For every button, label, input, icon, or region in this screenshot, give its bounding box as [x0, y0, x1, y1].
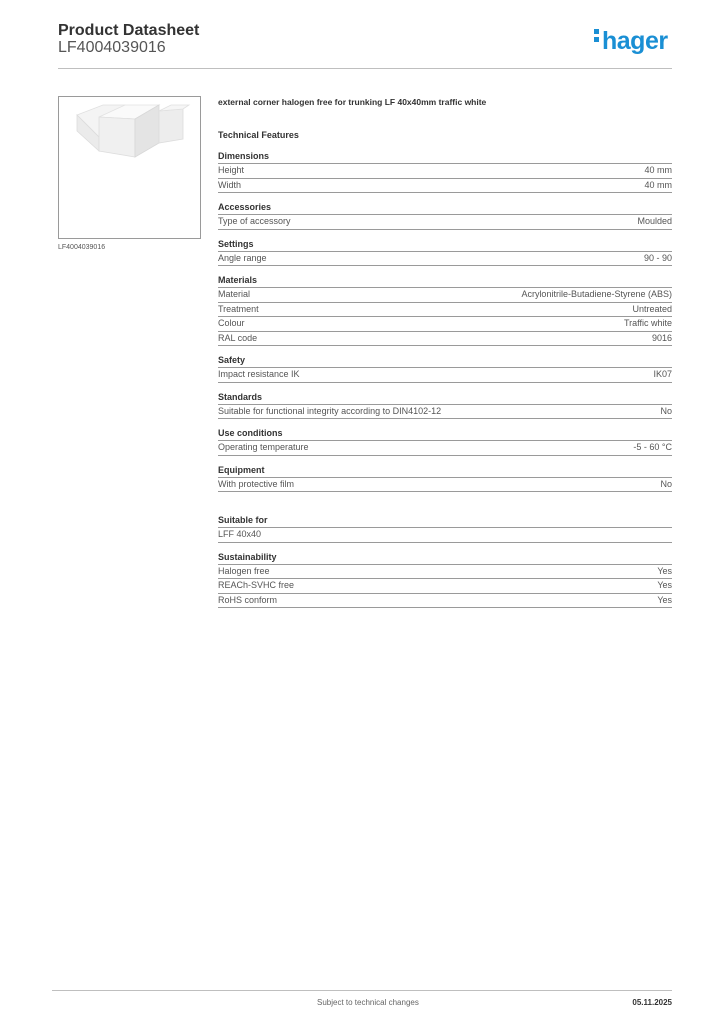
logo-dots-icon — [594, 29, 600, 45]
section-use-conditions — [218, 427, 672, 456]
brand-logo — [594, 27, 668, 56]
spec-row — [218, 441, 672, 456]
section-suitable-for — [218, 514, 672, 543]
spec-row — [218, 579, 672, 594]
section-title: Suitable for — [218, 514, 672, 528]
section-title: Use conditions — [218, 427, 672, 441]
spec-label: Material — [218, 289, 251, 299]
brand-name: hager — [602, 27, 668, 55]
footer-divider — [52, 990, 672, 991]
image-caption: LF4004039016 — [58, 244, 106, 251]
header-divider — [58, 68, 672, 69]
spec-row — [218, 179, 672, 194]
spec-label: With protective film — [218, 478, 295, 489]
spec-label: Treatment — [218, 303, 259, 314]
spec-label: Width — [218, 179, 242, 190]
section-title: Materials — [218, 274, 672, 288]
spec-row — [218, 528, 672, 543]
spec-label: RoHS conform — [218, 594, 278, 605]
spec-label: Halogen free — [218, 565, 270, 576]
spec-label: Height — [218, 165, 245, 175]
spec-value: Yes — [657, 580, 672, 590]
spec-row — [218, 594, 672, 609]
spec-value: Yes — [657, 565, 672, 576]
spec-label: RAL code — [218, 332, 258, 343]
section-title: Standards — [218, 391, 672, 405]
spec-row — [218, 215, 672, 230]
spec-value: Untreated — [632, 303, 672, 314]
spec-value: No — [660, 478, 672, 489]
spec-value: 90 - 90 — [643, 252, 672, 263]
footer-note: Subject to technical changes — [317, 998, 419, 1007]
corner-piece-illustration — [59, 97, 200, 238]
section-title: Equipment — [218, 464, 672, 478]
section-title: Accessories — [218, 201, 672, 215]
spacer — [218, 500, 672, 514]
page-title: Product Datasheet — [58, 22, 200, 39]
spec-row — [218, 332, 672, 347]
spec-label: REACh-SVHC free — [218, 580, 295, 590]
spec-label: Type of accessory — [218, 216, 291, 226]
spec-value: 9016 — [651, 332, 672, 343]
section-title: Dimensions — [218, 150, 672, 164]
spec-value: IK07 — [653, 369, 672, 379]
spec-row — [218, 164, 672, 179]
spec-value: Moulded — [637, 216, 672, 226]
spec-label: Colour — [218, 318, 245, 328]
section-settings — [218, 238, 672, 267]
spec-row — [218, 565, 672, 580]
spec-row — [218, 478, 672, 493]
section-materials — [218, 274, 672, 346]
spec-row — [218, 317, 672, 332]
section-title: Safety — [218, 354, 672, 368]
section-sustainability — [218, 551, 672, 609]
spec-row — [218, 368, 672, 383]
section-dimensions — [218, 150, 672, 193]
datasheet-content — [218, 96, 672, 616]
spec-value: -5 - 60 °C — [633, 442, 672, 452]
section-equipment — [218, 464, 672, 493]
section-title: Settings — [218, 238, 672, 252]
spec-value: Acrylonitrile-Butadiene-Styrene (ABS) — [521, 289, 672, 299]
features-heading: Technical Features — [218, 130, 299, 140]
spec-value: 40 mm — [644, 165, 672, 175]
spec-row — [218, 288, 672, 303]
section-title: Sustainability — [218, 551, 672, 565]
section-safety — [218, 354, 672, 383]
spec-row — [218, 252, 672, 267]
product-description: external corner halogen free for trunking LF 40x40mm traffic white — [218, 97, 487, 107]
spec-label: LFF 40x40 — [218, 529, 262, 539]
spec-row — [218, 405, 672, 420]
spec-value: Yes — [657, 594, 672, 605]
spec-value: No — [660, 405, 672, 416]
product-image — [58, 96, 201, 239]
spec-row — [218, 303, 672, 318]
spec-label: Operating temperature — [218, 442, 309, 452]
section-standards — [218, 391, 672, 420]
product-code: LF4004039016 — [58, 39, 166, 56]
spec-value: Traffic white — [623, 318, 672, 328]
spec-value: 40 mm — [644, 179, 672, 190]
section-accessories — [218, 201, 672, 230]
spec-label: Suitable for functional integrity according to DIN4102-12 — [218, 405, 442, 416]
footer-date: 05.11.2025 — [632, 998, 672, 1007]
spec-label: Angle range — [218, 252, 267, 263]
spec-label: Impact resistance IK — [218, 369, 300, 379]
